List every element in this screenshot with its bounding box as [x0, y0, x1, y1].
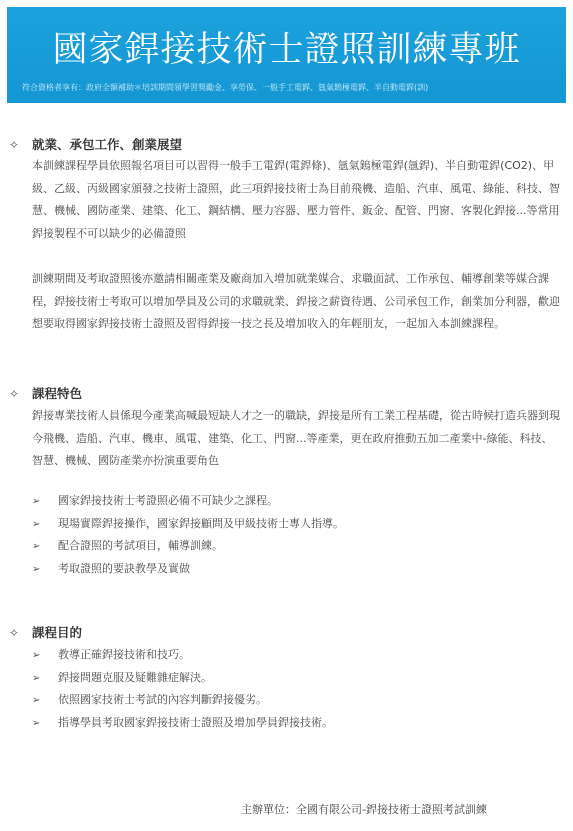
section-heading-employment	[9, 135, 182, 155]
arrow-bullet-icon: ➢	[32, 672, 41, 684]
list-item	[32, 490, 552, 513]
list-item-text: 國家銲接技術士考證照必備不可缺少之課程。	[58, 494, 278, 507]
diamond-icon: ✧	[9, 626, 20, 640]
list-item	[32, 644, 552, 667]
list-item-text: 依照國家技術士考試的內容判斷銲接優劣。	[58, 693, 267, 706]
arrow-bullet-icon: ➢	[32, 695, 41, 706]
organizer-footer: 主辦單位：全國有限公司-銲接技術士證照考試訓練	[241, 803, 487, 816]
diamond-icon: ✧	[9, 138, 20, 152]
list-item-text: 考取證照的要訣教學及實做	[58, 561, 190, 575]
arrow-bullet-icon: ➢	[32, 541, 41, 552]
arrow-bullet-icon: ➢	[32, 496, 41, 507]
arrow-bullet-icon: ➢	[32, 563, 41, 575]
section-heading-objectives	[9, 623, 82, 643]
section-paragraph: 銲接專業技術人員係現今產業高喊最短缺人才之一的職缺，銲接是所有工業工程基礎，從古時候打造兵器到現今飛機、造船、汽車、機車、風電、建築、化工、門窗...等產業，更在政府推動五加二產業中-綠能、科技、智慧、機械、國防產業亦扮演重要角色	[32, 409, 560, 467]
list-item	[32, 689, 552, 712]
section-heading-features	[9, 384, 82, 404]
list-item-text: 現場實際銲接操作，國家銲接顧問及甲級技術士專人指導。	[58, 516, 344, 530]
section-title: 課程特色	[32, 386, 83, 401]
list-item-text: 指導學員考取國家銲接技術士證照及增加學員銲接技術。	[58, 715, 333, 729]
list-item	[32, 513, 552, 536]
list-item-text: 銲接問題克服及疑難雜症解決。	[58, 670, 212, 684]
list-item	[32, 667, 552, 690]
list-item	[32, 535, 552, 558]
diamond-icon: ✧	[9, 387, 20, 401]
page-title: 國家銲接技術士證照訓練專班	[52, 30, 521, 70]
feature-list	[32, 490, 552, 580]
section-paragraph: 本訓練課程學員依照報名項目可以習得一般手工電銲(電銲條)、氬氣鎢極電銲(氬銲)、半自動電銲(CO2)、甲級、乙級、丙級國家頒發之技術士證照，此三項銲接技術士為目前飛機、造船、汽車、風電、綠能、科技、智慧、機械、國防產業、建築、化工、鋼結構、壓力容器、壓力管件、鈑金、配管、門窗、客製化銲接...等常用銲接製程不可以缺少的必備證照	[32, 159, 560, 240]
list-item-text: 配合證照的考試項目，輔導訓練。	[58, 539, 223, 552]
list-item	[32, 558, 552, 581]
list-item	[32, 712, 552, 735]
list-item-text: 教導正確銲接技術和技巧。	[58, 648, 190, 661]
objective-list	[32, 644, 552, 734]
header-banner	[7, 7, 566, 103]
section-paragraph: 訓練期間及考取證照後亦邀請相關產業及廠商加入增加就業媒合、求職面試、工作承包、輔導創業等媒合課程，銲接技術士考取可以增加學員及公司的求職就業、銲接之薪資待遇、公司承包工作，創業加分利器，歡迎想要取得國家銲接技術士證照及習得銲接一技之長及增加收入的年輕朋友，一起加入本訓練課程。	[32, 272, 560, 330]
arrow-bullet-icon: ➢	[32, 650, 41, 661]
section-title: 課程目的	[32, 625, 83, 640]
arrow-bullet-icon: ➢	[32, 717, 41, 729]
section-title: 就業、承包工作、創業展望	[32, 137, 183, 152]
banner-subtitle: 符合資格者享有：政府全額補助＊培訓期間領學習獎勵金、享勞保、一般手工電銲、氬氣鎢極電銲、半自動電銲(訓)	[22, 83, 429, 92]
arrow-bullet-icon: ➢	[32, 518, 41, 530]
